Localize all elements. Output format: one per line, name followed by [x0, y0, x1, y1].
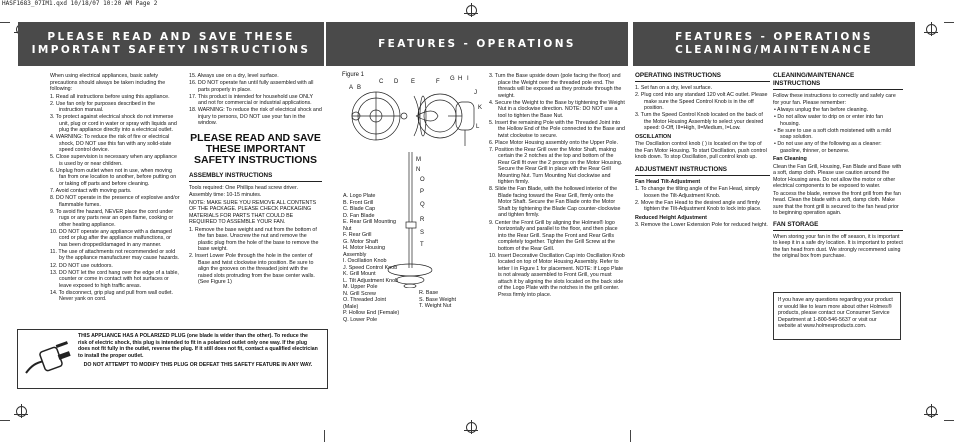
print-slug: HASF1683_07IM1.qxd 10/18/07 10:20 AM Page 2: [2, 0, 158, 7]
figure-label: S: [420, 230, 425, 236]
operating-heading: OPERATING INSTRUCTIONS: [635, 72, 721, 79]
parts-list-item: D. Fan Blade: [343, 212, 375, 219]
crop-mark: [0, 22, 10, 23]
parts-list-item: E. Rear Grill Mounting: [343, 219, 397, 225]
oscillation-heading: OSCILLATION: [635, 133, 672, 140]
assembly-step: 4. Secure the Weight to the Base by tightening the Weight Nut in a clockwise direction. NOTE: DO NOT use a tool to tighten the Base Nut.: [489, 99, 625, 119]
divider: [773, 89, 903, 90]
parts-list-item: Nut: [343, 225, 352, 232]
crop-mark: [324, 430, 325, 442]
assembly-step: 5. Insert the remaining Pole with the Threaded Joint into the Hollow End of the Pole connected to the Base and twist clockwise to secure.: [489, 119, 625, 139]
safety-item: 17. This product is intended for household use ONLY and not for commercial or industrial applications.: [189, 93, 313, 107]
cleaning-bullet-text: Do not allow water to drip on or enter into fan housing.: [777, 114, 884, 127]
storage-text: When storing your fan in the off season, it is important to keep it in a safe dry location. It is important to protect the fan head from dust. We strongly recommend using the original box from purchase.: [773, 233, 903, 260]
safety-item: 15. Always use on a dry, level surface.: [189, 73, 279, 79]
assembly-steps-continued: [489, 73, 626, 299]
figure-label: F: [436, 79, 440, 85]
figure-label: H: [458, 76, 463, 82]
figure-label: I: [467, 76, 469, 82]
parts-list-item: S. Base Weight: [419, 296, 457, 303]
cleaning-intro: Follow these instructions to correctly and safely care for your fan. Please remember:: [773, 93, 896, 106]
assembly-step: 7. Position the Rear Grill over the Motor Shaft, making certain the 2 notches at the top and bottom of the Rear Grill fit over the 2 prongs on the Motor Housing. Secure the Rear Grill in place with the Rear Grill Mounting Nut. Turn Mounting Nut clockwise and tighten firmly.: [489, 146, 623, 186]
parts-list-item: R. Base: [419, 290, 439, 296]
figure-label: R: [420, 217, 425, 223]
oscillation-text: The Oscillation control knob ( ) is located on the top of the Fan Motor Housing. To start Oscillation, push control knob down. To stop Oscillation, pull control knob up.: [635, 141, 767, 161]
figure-label: Q: [420, 202, 425, 208]
banner-safety: [18, 22, 324, 66]
figure-label: M: [416, 157, 421, 163]
safety-item: 12. DO NOT use outdoors.: [50, 262, 113, 269]
assembly-time: Assembly time: 10-15 minutes.: [189, 192, 262, 199]
parts-list-item: I. Oscillation Knob: [343, 258, 387, 264]
parts-list-item: F. Rear Grill: [343, 232, 372, 238]
registration-mark-icon: [464, 420, 478, 434]
figure-label: J: [474, 90, 477, 96]
cleaning-heading: CLEANING/MAINTENANCE INSTRUCTIONS: [773, 72, 855, 87]
safety-column-2: [189, 73, 322, 286]
assembly-note: NOTE: MAKE SURE YOU REMOVE ALL CONTENTS OF THE PACKAGE. PLEASE CHECK PACKAGING MATERIALS FOR PARTS THAT COULD BE REQUIRED TO ASSEMBLE YOUR FAN.: [189, 199, 317, 226]
assembly-step: 6. Place Motor Housing assembly onto the Upper Pole.: [489, 139, 618, 146]
safety-item: 7. Avoid contact with moving parts.: [50, 188, 132, 195]
cleaning-bullet: • Be sure to use a soft cloth moistened with a mild soap solution.: [774, 127, 891, 141]
safety-item: 2. Use fan only for purposes described in the instruction manual.: [50, 100, 156, 114]
figure-label: A: [349, 85, 354, 91]
divider: [635, 81, 770, 82]
contact-info-box: [773, 292, 901, 340]
parts-list: [343, 193, 399, 323]
safety-item: 18. WARNING: To reduce the risk of electrical shock and injury to persons, DO NOT use your fan in the window.: [189, 107, 322, 127]
banner-cleaning: [633, 22, 915, 66]
figure-label: D: [394, 79, 399, 85]
operating-column: [635, 72, 770, 229]
adjustment-item: 1. To change the tilting angle of the Fan Head, simply loosen the Tilt-Adjustment Knob.: [635, 186, 760, 199]
adjustment-item: 3. Remove the Lower Extension Pole for reduced height.: [635, 222, 768, 229]
parts-list-item: P. Hollow End (Female): [343, 310, 400, 316]
fan-cleaning-heading: Fan Cleaning: [773, 156, 807, 163]
tilt-adjustment-heading: Fan Head Tilt-Adjustment: [635, 178, 701, 185]
parts-list-item: H. Motor Housing: [343, 245, 385, 251]
parts-list-item: L. Tilt Adjustment Knob: [343, 277, 399, 284]
divider: [773, 230, 903, 231]
assembly-step: 9. Center the Front Grill by aligning the Holmes® logo horizontally and parallel to the floor, and then place into the Rear Grill. Snap the Front and Rear Grills completely together. Tighten the Grill Screw at the bottom of the Rear Grill.: [489, 219, 618, 252]
figure-label: L: [476, 124, 480, 130]
contact-text: If you have any questions regarding your product or would like to learn more about other Holmes® products, please contact our Consumer Service Department at 1-800-546-5637 or visit our website at www.holmesproducts.com.: [778, 297, 893, 330]
assembly-heading: ASSEMBLY INSTRUCTIONS: [189, 171, 273, 179]
banner-line: PLEASE READ AND SAVE THESE: [47, 31, 295, 43]
banner-line: FEATURES - OPERATIONS: [675, 31, 873, 43]
cleaning-bullet: • Do not use any of the following as a cleaner: gasoline, thinner, or benzene.: [774, 141, 882, 154]
warning-paragraph-2: DO NOT ATTEMPT TO MODIFY THIS PLUG OR DEFEAT THIS SAFETY FEATURE IN ANY WAY.: [83, 362, 313, 369]
assembly-step: 2. Insert Lower Pole through the hole in the center of Base and twist clockwise into position. Be sure to align the grooves on the threaded joint with the raised slots protruding from the base center walls. (See Figure 1): [189, 253, 315, 286]
assembly-step: 10. Insert Decorative Oscillation Cap into Oscillation Knob located on top of Motor Housing Assembly. Refer to letter I in Figure 1 for placement. NOTE: If Logo Plate is not already assembled to Front Grill, you must attach it by aligning the slots located on the back side of the Logo Plate with the notches in the grill center. Press firmly into place.: [489, 252, 625, 298]
banner-line: IMPORTANT SAFETY INSTRUCTIONS: [31, 44, 311, 56]
safety-item: 11. The use of attachments not recommended or sold by the appliance manufacturer may cause hazards.: [50, 248, 180, 262]
parts-list-item: Q. Lower Pole: [343, 316, 378, 323]
banner-line: CLEANING/MAINTENANCE: [675, 44, 873, 56]
registration-mark-icon: [464, 3, 478, 17]
safety-big-heading: PLEASE READ AND SAVE THESE IMPORTANT SAFETY INSTRUCTIONS: [190, 131, 321, 166]
cleaning-bullet-text: Do not use any of the following as a cleaner: gasoline, thinner, or benzene.: [777, 141, 882, 154]
figure-label: C: [379, 79, 384, 85]
parts-list-item: C. Blade Cap: [343, 206, 376, 212]
safety-intro: When using electrical appliances, basic safety precautions should always be taken including the following:: [50, 73, 166, 92]
figure-label: P: [420, 189, 425, 195]
safety-item: 9. To avoid fire hazard, NEVER place the cord under rugs or any parts near an open flame, cooking or other heating appliance.: [50, 208, 174, 228]
parts-list-item: (Male): [343, 303, 359, 310]
parts-list-item: O. Threaded Joint: [343, 297, 387, 303]
safety-item: 16. DO NOT operate fan until fully assembled with all parts properly in place.: [189, 80, 314, 93]
figure-label: T: [420, 242, 424, 248]
safety-item: 10. DO NOT operate any appliance with a damaged cord or plug after the appliance malfunctions, or has been dropped/damaged in any manner.: [50, 228, 172, 248]
safety-item: 8. DO NOT operate in the presence of explosive and/or flammable fumes.: [50, 195, 180, 208]
assembly-step: 1. Remove the base weight and nut from the bottom of the fan base. Unscrew the nut and remove the plastic plug from the hole of the base to remove the base weight.: [189, 226, 319, 253]
figure-label: E: [411, 79, 416, 85]
figure-caption: Figure 1: [342, 72, 365, 78]
safety-item: 4. WARNING: To reduce the risk of fire or electrical shock, DO NOT use this fan with any solid-state speed control device.: [50, 134, 172, 154]
crop-mark: [0, 420, 10, 421]
operating-item: 1. Set fan on a dry, level surface.: [635, 85, 713, 91]
assembly-step: 3. Turn the Base upside down (pole facing the floor) and place the Weight over the threaded pole end. The threads will be exposed as they protrude through the weight.: [489, 73, 622, 99]
safety-item: 14. To disconnect, grip plug and pull from wall outlet. Never yank on cord.: [50, 289, 173, 303]
registration-mark-icon: [924, 404, 938, 418]
divider: [189, 181, 322, 182]
cleaning-column: [773, 72, 903, 261]
warning-paragraph: THIS APPLIANCE HAS A POLARIZED PLUG (one blade is wider than the other). To reduce the risk of electric shock, this plug is intended to fit in a polarized outlet only one way. If the plug does not fit fully in the outlet, reverse the plug. If it still does not fit, contact a qualified electrician to install the proper outlet.: [78, 333, 318, 359]
parts-list-item: J. Speed Control Knob: [343, 264, 398, 271]
fan-cleaning-text-2: To access the blade, remove the front grill from the fan head. Clean the blade with a soft, damp cloth. Make sure that the front grill is secured to the fan head prior to beginning operation again.: [773, 190, 901, 217]
polarized-plug-icon: [22, 335, 74, 381]
banner-line: FEATURES - OPERATIONS: [378, 37, 576, 50]
polarized-plug-warning: [17, 329, 328, 389]
parts-list-item: A. Logo Plate: [343, 193, 376, 199]
crop-mark: [944, 420, 954, 421]
divider: [635, 175, 770, 176]
fan-cleaning-text: Clean the Fan Grill, Housing, Fan Blade and Base with a soft, damp cloth. Please use caution around the Motor Housing area. Do not allow the motor or other electrical components to be exposed to water.: [773, 163, 902, 190]
safety-item: 13. DO NOT let the cord hang over the edge of a table, counter or come in contact with hot surfaces or leave exposed to high traffic areas.: [50, 269, 179, 289]
registration-mark-icon: [14, 404, 28, 418]
registration-mark-icon: [924, 22, 938, 36]
assembly-tools: Tools required: One Phillips head screw driver.: [189, 184, 298, 191]
safety-item: 5. Close supervision is necessary when any appliance is used by or near children.: [50, 154, 177, 167]
parts-list-item: N. Grill Screw: [343, 290, 376, 297]
banner-features: [326, 22, 628, 66]
parts-list-item: M. Upper Pole: [343, 284, 378, 290]
cleaning-bullet: • Do not allow water to drip on or enter into fan housing.: [774, 114, 884, 127]
cleaning-bullet-text: Always unplug the fan before cleaning.: [777, 107, 869, 113]
adjustment-item: 2. Move the Fan Head to the desired angle and firmly tighten the Tilt-Adjustment Knob to lock into place.: [635, 199, 762, 213]
crop-mark: [630, 430, 631, 442]
storage-heading: FAN STORAGE: [773, 220, 819, 228]
figure-label: N: [416, 167, 421, 173]
safety-item: 3. To protect against electrical shock do not immerse unit, plug or cord in water or spray with liquids and plug the appliance directly into a electrical outlet.: [50, 114, 177, 134]
figure-label: O: [420, 177, 425, 183]
height-adjustment-heading: Reduced Height Adjustment: [635, 214, 707, 221]
operating-item: 3. Turn the Speed Control Knob located on the back of the Motor Housing Assembly to select your desired speed: 0-Off, III=High, II=Medium, I=Low.: [635, 112, 764, 132]
parts-list-item: Assembly: [343, 251, 367, 258]
crop-mark: [944, 22, 954, 23]
parts-list-item: B. Front Grill: [343, 199, 374, 206]
figure-label: B: [357, 85, 362, 91]
parts-list-2: [419, 290, 456, 310]
operating-item: 2. Plug cord into any standard 120 volt AC outlet. Please make sure the Speed Control Knob is in the off position.: [635, 92, 768, 112]
adjustment-heading: ADJUSTMENT INSTRUCTIONS: [635, 165, 728, 173]
cleaning-bullet-text: Be sure to use a soft cloth moistened with a mild soap solution.: [777, 127, 891, 141]
warning-text: [78, 333, 318, 369]
safety-item: 6. Unplug from outlet when not in use, when moving fan from one location to another, before putting on or taking off parts and before cleaning.: [50, 167, 177, 187]
assembly-step: 8. Slide the Fan Blade, with the hollowed interior of the Blade facing toward the Rear Grill, firmly onto the Motor Shaft. Secure the Fan Blade onto the Motor Shaft by tightening the Blade Cap counter-clockwise and tighten firmly.: [489, 186, 621, 219]
figure-label: G: [450, 76, 455, 82]
parts-list-item: G. Motor Shaft: [343, 238, 379, 245]
parts-list-item: T. Weight Nut: [419, 303, 452, 309]
safety-item: 1. Read all instructions before using this appliance.: [50, 93, 170, 100]
cleaning-bullet: • Always unplug the fan before cleaning.: [774, 107, 869, 113]
safety-column-1: [50, 73, 180, 303]
parts-list-item: K. Grill Mount: [343, 271, 376, 277]
figure-label: K: [478, 105, 483, 111]
